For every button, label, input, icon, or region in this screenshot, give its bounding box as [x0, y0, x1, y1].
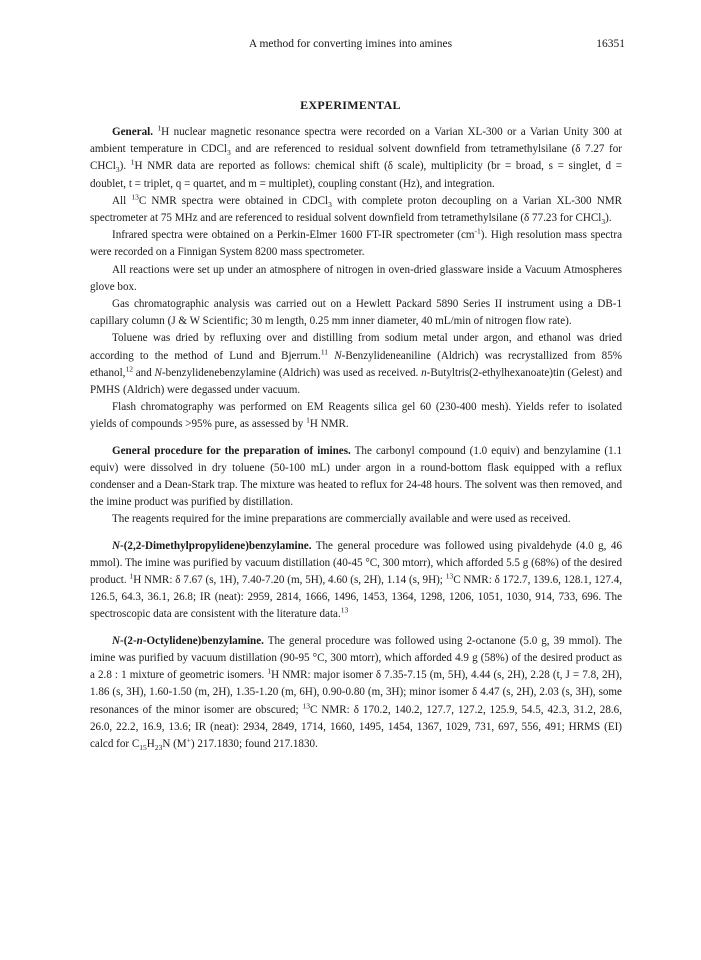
text: ). High resolution mass spectra were recorded on a Finnigan System 8200 mass spectrometer.	[90, 229, 622, 259]
superscript: 12	[125, 364, 133, 374]
text: with complete proton decoupling on a Varian XL-300 NMR spectrometer at 75 MHz and are referenced to residual solvent downfield from tetramethylsilane (δ 77.23 for CHCl	[90, 194, 622, 225]
paragraph-gc: Gas chromatographic analysis was carried out on a Hewlett Packard 5890 Series II instrument using a DB-1 capillary column (J & W Scientific; 30 m length, 0.25 mm inner diameter, 40 mL/min of nitrogen flow rate).	[90, 298, 622, 328]
running-header	[0, 38, 701, 54]
paragraph-general	[90, 124, 622, 193]
compound-2-label	[112, 635, 264, 647]
superscript: 13	[340, 605, 349, 615]
paragraph-atmosphere: All reactions were set up under an atmosphere of nitrogen in oven-dried glassware inside a Vacuum Atmospheres glove box.	[90, 263, 622, 293]
article-body	[90, 124, 622, 753]
subscript: 3	[226, 148, 231, 158]
text: ).	[605, 212, 612, 225]
text: Infrared spectra were obtained on a Perkin-Elmer 1600 FT-IR spectrometer (cm	[112, 229, 475, 242]
text: -Octylidene)benzylamine.	[142, 634, 264, 647]
text: ).	[119, 160, 131, 173]
subscript: 23	[154, 743, 163, 753]
general-label: General.	[112, 126, 153, 138]
italic: N	[112, 539, 121, 552]
superscript: 1	[130, 157, 135, 167]
text: The general procedure was followed using pivaldehyde (4.0 g, 46 mmol). The imine was purified by vacuum distillation (40-45 °C, 300 mtorr), which afforded 5.5 g (68%) of the desired product.	[90, 539, 622, 587]
subscript: 3	[115, 165, 120, 175]
text: Toluene was dried by refluxing over and distilling from sodium metal under argon, and ethanol was dried according to the method of Lund and Bjerrum.	[90, 332, 622, 362]
superscript: 1	[306, 415, 310, 425]
text: C NMR: δ 172.7, 139.6, 128.1, 127.4, 126.5, 64.3, 36.1, 26.8; IR (neat): 2959, 2814, 1666, 1496, 1453, 1364, 1298, 1206, 1051, 1030, 914, 733, 696. The spectroscopic data are consistent with the literature data.	[90, 574, 623, 621]
text: H NMR: major isomer δ 7.35-7.15 (m, 5H), 4.44 (s, 2H), 2.28 (t, J = 7.8, 2H), 1.86 (s, 3H), 1.60-1.50 (m, 2H), 1.35-1.20 (m, 6H), 0.90-0.80 (m, 3H); minor isomer δ 4.47 (s, 2H), 2.03 (s, 3H), some resonances of the minor isomer are obscured;	[90, 669, 622, 716]
superscript: 1	[129, 571, 134, 581]
italic: N	[112, 634, 121, 647]
text: N (M	[162, 737, 187, 750]
text: Flash chromatography was performed on EM Reagents silica gel 60 (230-400 mesh). Yields refer to isolated yields of compounds >95% pure, as assessed by	[90, 401, 622, 431]
paragraph-ir	[90, 227, 622, 261]
text: H NMR.	[309, 418, 349, 431]
text: and are referenced to residual solvent downfield from tetramethylsilane (δ 7.27 for CHCl	[90, 143, 622, 173]
text: C NMR spectra were obtained in CDCl	[138, 194, 329, 207]
paragraph-flash	[90, 399, 622, 433]
superscript: -1	[474, 226, 481, 236]
text: The carbonyl compound (1.0 equiv) and benzylamine (1.1 equiv) were dissolved in dry toluene (50-100 mL) under argon in a round-bottom flask equipped with a reflux condenser and a Dean-Stark trap. The mixture was heated to reflux for 24-48 hours. The solvent was then removed, and the imine product was purified by distillation.	[90, 444, 622, 509]
text: H NMR: δ 7.67 (s, 1H), 7.40-7.20 (m, 5H), 4.60 (s, 2H), 1.14 (s, 9H);	[133, 574, 446, 587]
page-number: 16351	[596, 38, 625, 50]
text: and	[132, 366, 155, 379]
subscript: 3	[328, 200, 332, 210]
paragraph-compound-2	[90, 633, 622, 753]
paragraph-toluene	[90, 330, 622, 399]
superscript: 13	[302, 700, 311, 710]
general-procedure-label: General procedure for the preparation of imines.	[112, 444, 351, 457]
text: ) 217.1830; found 217.1830.	[190, 737, 318, 750]
text: The general procedure was followed using 2-octanone (5.0 g, 39 mmol). The imine was purified by vacuum distillation (90-95 °C, 300 mtorr), which afforded 4.9 g (58%) of the desired product as a 2.8 : 1 mixture of geometric isomers.	[90, 634, 622, 682]
paragraph-general-procedure	[90, 443, 622, 512]
paragraph-compound-1	[90, 538, 622, 624]
italic: n	[136, 634, 143, 647]
text: C NMR: δ 170.2, 140.2, 127.7, 127.2, 125.9, 54.5, 42.3, 31.2, 28.6, 26.0, 22.2, 16.9, 13.6; IR (neat): 2934, 2849, 1714, 1660, 1495, 1454, 1367, 1029, 731, 697, 556, 491; HRMS (EI) calcd for C	[90, 703, 622, 750]
paragraph-reagents: The reagents required for the imine preparations are commercially available and were used as received.	[112, 513, 571, 526]
paragraph-13c	[90, 193, 622, 227]
text: -Benzylideneaniline (Aldrich) was recrystallized from 85% ethanol,	[90, 349, 622, 379]
text: H nuclear magnetic resonance spectra were recorded on a Varian XL-300 or a Varian Unity 300 at ambient temperature in CDCl	[90, 126, 622, 156]
subscript: 3	[601, 217, 606, 227]
superscript: +	[186, 735, 191, 745]
italic: N	[154, 366, 162, 379]
italic: N	[334, 349, 342, 362]
text: All	[112, 194, 132, 207]
running-title: A method for converting imines into amines	[248, 38, 453, 50]
italic: n	[421, 366, 427, 379]
text: -(2,2-Dimethylpropylidene)benzylamine.	[120, 539, 312, 552]
superscript: 13	[131, 192, 139, 202]
text: -benzylidenebenzylamine (Aldrich) was used as received.	[161, 366, 422, 379]
subscript: 15	[139, 743, 147, 753]
text: H NMR data are reported as follows: chemical shift (δ scale), multiplicity (br = broad, s = singlet, d = doublet, t = triplet, q = quartet, and m = multiplet), coupling constant (Hz), and integration.	[90, 160, 622, 190]
superscript: 11	[320, 346, 329, 356]
text: -(2-	[120, 634, 137, 647]
compound-1-label	[112, 540, 311, 552]
text: -Butyltris(2-ethylhexanoate)tin (Gelest) and PMHS (Aldrich) were degassed under vacuum.	[90, 366, 622, 397]
superscript: 1	[157, 123, 162, 133]
superscript: 13	[445, 571, 454, 581]
superscript: 1	[267, 666, 272, 676]
text: H	[146, 737, 155, 750]
section-heading: EXPERIMENTAL	[300, 98, 401, 112]
